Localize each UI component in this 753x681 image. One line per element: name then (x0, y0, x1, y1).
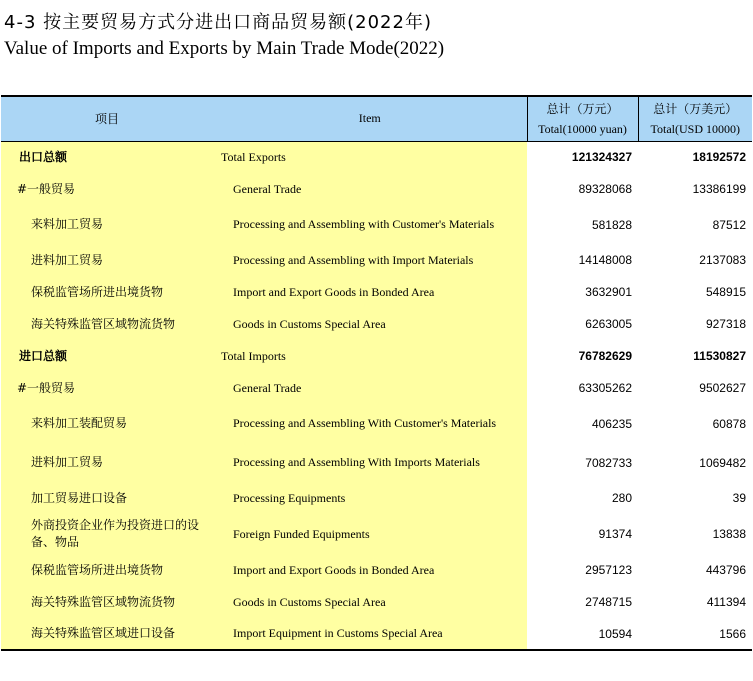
header-total-usd-cn: 总计（万美元） (653, 101, 738, 116)
row-label-cn: 海关特殊监管区域物流货物 (1, 586, 213, 618)
header-total-usd (638, 96, 752, 141)
table-row (1, 173, 752, 205)
row-label-en: Processing and Assembling with Import Materials (213, 244, 527, 276)
row-value-yuan: 3632901 (527, 276, 638, 308)
table-row (1, 586, 752, 618)
row-value-yuan: 7082733 (527, 443, 638, 482)
table-row (1, 482, 752, 514)
row-label-en: Import Equipment in Customs Special Area (213, 618, 527, 650)
row-label-cn: 出口总额 (1, 141, 213, 173)
row-label-cn: 进料加工贸易 (1, 244, 213, 276)
row-label-cn: 来料加工贸易 (1, 205, 213, 244)
table-row (1, 141, 752, 173)
header-total-usd-en: Total(USD 10000) (650, 121, 740, 136)
row-value-usd: 18192572 (638, 141, 752, 173)
row-value-usd: 60878 (638, 404, 752, 443)
trade-table (1, 95, 752, 651)
table-row (1, 443, 752, 482)
row-value-yuan: 10594 (527, 618, 638, 650)
row-label-cn: 来料加工装配贸易 (1, 404, 213, 443)
row-label-cn: #一般贸易 (1, 372, 213, 404)
row-value-usd: 13838 (638, 514, 752, 554)
table-row (1, 404, 752, 443)
table-row (1, 340, 752, 372)
row-value-yuan: 14148008 (527, 244, 638, 276)
row-label-cn: 加工贸易进口设备 (1, 482, 213, 514)
row-value-yuan: 6263005 (527, 308, 638, 340)
row-value-yuan: 2748715 (527, 586, 638, 618)
row-value-usd: 443796 (638, 554, 752, 586)
row-label-en: Processing and Assembling With Imports Materials (213, 443, 527, 482)
table-row (1, 514, 752, 554)
row-label-en: Import and Export Goods in Bonded Area (213, 276, 527, 308)
row-label-cn: 保税监管场所进出境货物 (1, 554, 213, 586)
header-item-cn: 项目 (1, 96, 213, 141)
row-value-usd: 13386199 (638, 173, 752, 205)
row-value-usd: 1069482 (638, 443, 752, 482)
row-value-usd: 927318 (638, 308, 752, 340)
row-label-en: Processing and Assembling with Customer's Materials (213, 205, 527, 244)
row-value-usd: 548915 (638, 276, 752, 308)
header-item-en: Item (213, 96, 527, 141)
table-row (1, 372, 752, 404)
row-label-cn: #一般贸易 (1, 173, 213, 205)
row-value-usd: 87512 (638, 205, 752, 244)
table-header-row (1, 96, 752, 141)
row-value-usd: 1566 (638, 618, 752, 650)
row-label-cn: 海关特殊监管区域进口设备 (1, 618, 213, 650)
row-value-yuan: 89328068 (527, 173, 638, 205)
row-value-yuan: 91374 (527, 514, 638, 554)
row-label-en: Processing Equipments (213, 482, 527, 514)
row-value-usd: 2137083 (638, 244, 752, 276)
table-row (1, 244, 752, 276)
row-value-usd: 11530827 (638, 340, 752, 372)
row-label-en: Processing and Assembling With Customer's Materials (213, 404, 527, 443)
row-label-en: Goods in Customs Special Area (213, 308, 527, 340)
row-label-cn: 进料加工贸易 (1, 443, 213, 482)
header-total-yuan-cn: 总计（万元） (546, 101, 619, 116)
table-row (1, 308, 752, 340)
row-label-cn: 进口总额 (1, 340, 213, 372)
row-value-yuan: 63305262 (527, 372, 638, 404)
row-value-yuan: 2957123 (527, 554, 638, 586)
row-label-en: Foreign Funded Equipments (213, 514, 527, 554)
row-value-usd: 39 (638, 482, 752, 514)
row-value-yuan: 581828 (527, 205, 638, 244)
row-label-en: Total Imports (213, 340, 527, 372)
table-row (1, 276, 752, 308)
row-value-yuan: 76782629 (527, 340, 638, 372)
row-label-en: Import and Export Goods in Bonded Area (213, 554, 527, 586)
header-total-yuan (527, 96, 638, 141)
row-value-usd: 411394 (638, 586, 752, 618)
header-total-yuan-en: Total(10000 yuan) (538, 121, 627, 136)
row-label-en: Goods in Customs Special Area (213, 586, 527, 618)
row-label-en: Total Exports (213, 141, 527, 173)
page-title-en: Value of Imports and Exports by Main Trade Mode(2022) (4, 38, 445, 59)
table-row (1, 554, 752, 586)
row-value-yuan: 121324327 (527, 141, 638, 173)
row-value-yuan: 280 (527, 482, 638, 514)
row-label-cn: 外商投资企业作为投资进口的设备、物品 (1, 514, 213, 554)
table-row (1, 618, 752, 650)
page-title-cn: 4-3 按主要贸易方式分进出口商品贸易额(2022年) (4, 12, 432, 33)
row-label-en: General Trade (213, 372, 527, 404)
row-value-yuan: 406235 (527, 404, 638, 443)
row-value-usd: 9502627 (638, 372, 752, 404)
row-label-en: General Trade (213, 173, 527, 205)
row-label-cn: 海关特殊监管区域物流货物 (1, 308, 213, 340)
row-label-cn: 保税监管场所进出境货物 (1, 276, 213, 308)
table-row (1, 205, 752, 244)
